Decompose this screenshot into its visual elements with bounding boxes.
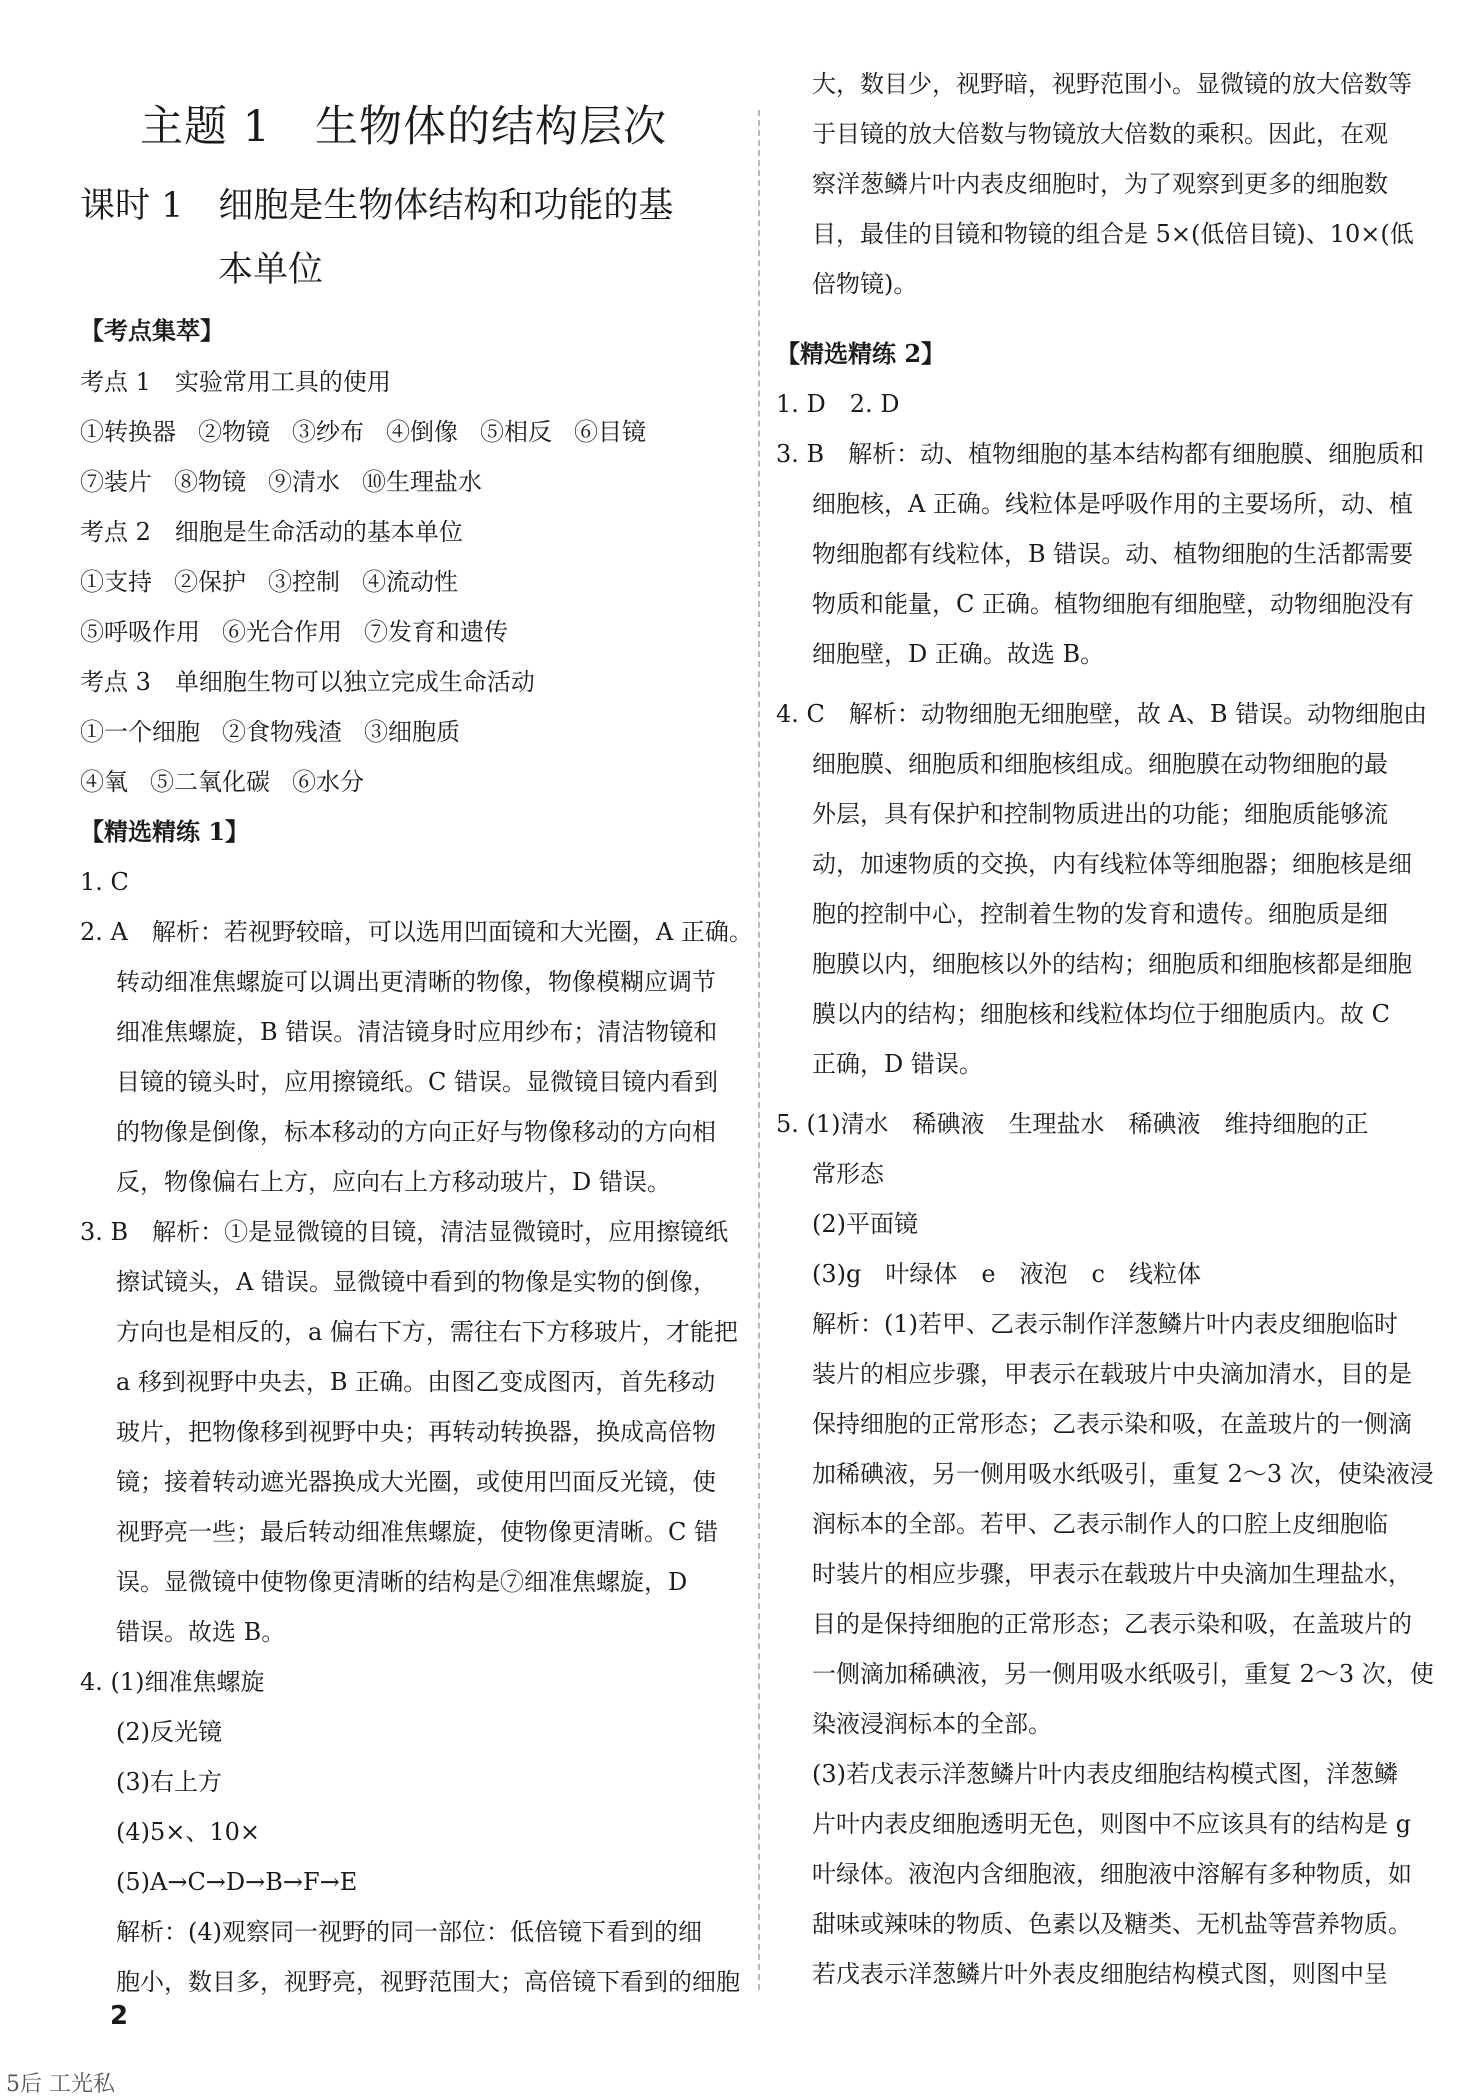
p1-q4-line: (4)5×、10× xyxy=(116,1818,261,1846)
section-heading-focus: 【考点集萃】 xyxy=(80,316,224,345)
p1-q3-line: 错误。故选 B。 xyxy=(116,1618,286,1646)
kp1-answers-row1 xyxy=(80,414,756,450)
answer-item: ②保护 xyxy=(174,568,246,596)
answer-item: ③细胞质 xyxy=(364,718,460,746)
p2-q4-line: 胞的控制中心，控制着生物的发育和遗传。细胞质是细 xyxy=(812,900,1388,928)
answer-item: ④流动性 xyxy=(362,568,458,596)
answer-item: ⑦装片 xyxy=(80,468,152,496)
answer-item: ⑥光合作用 xyxy=(222,618,342,646)
section-heading-practice2: 【精选精练 2】 xyxy=(776,339,946,368)
p1-q4-line: 解析：(4)观察同一视野的同一部位：低倍镜下看到的细 xyxy=(116,1918,702,1946)
p2-q3-line: 细胞壁，D 正确。故选 B。 xyxy=(812,640,1105,668)
p2-q4-line: 细胞膜、细胞质和细胞核组成。细胞膜在动物细胞的最 xyxy=(812,750,1388,778)
p2-q5-line: (3)g 叶绿体 e 液泡 c 线粒体 xyxy=(812,1260,1202,1288)
p2-q5-line: 甜味或辣味的物质、色素以及糖类、无机盐等营养物质。 xyxy=(812,1910,1412,1938)
answer-item: ③纱布 xyxy=(292,418,364,446)
answer-item: ①一个细胞 xyxy=(80,718,200,746)
p1-q3-line: 视野亮一些；最后转动细准焦螺旋，使物像更清晰。C 错 xyxy=(116,1518,718,1546)
right-cont-line: 于目镜的放大倍数与物镜放大倍数的乘积。因此，在观 xyxy=(812,120,1388,148)
p1-q1: 1. C xyxy=(80,868,129,896)
p1-q3-line: 擦试镜头，A 错误。显微镜中看到的物像是实物的倒像， xyxy=(116,1268,717,1296)
answer-item: ⑧物镜 xyxy=(174,468,246,496)
answer-item: ⑤呼吸作用 xyxy=(80,618,200,646)
p2-q5-line: 染液浸润标本的全部。 xyxy=(812,1710,1052,1738)
p2-q4-line: 外层，具有保护和控制物质进出的功能；细胞质能够流 xyxy=(812,800,1388,828)
bottom-edge-text: 5后 工光私 xyxy=(6,2072,115,2097)
p2-q4-line: 胞膜以内，细胞核以外的结构；细胞质和细胞核都是细胞 xyxy=(812,950,1412,978)
section-heading-practice1: 【精选精练 1】 xyxy=(80,817,250,846)
right-cont-line: 目，最佳的目镜和物镜的组合是 5×(低倍目镜)、10×(低 xyxy=(812,220,1414,248)
p2-q3-line: 3. B 解析：动、植物细胞的基本结构都有细胞膜、细胞质和 xyxy=(776,440,1425,468)
page-number: 2 xyxy=(110,2001,129,2031)
p1-q3-line: 镜；接着转动遮光器换成大光圈，或使用凹面反光镜，使 xyxy=(116,1468,716,1496)
p2-q4-line: 膜以内的结构；细胞核和线粒体均位于细胞质内。故 C xyxy=(812,1000,1390,1028)
p2-q5-line: 目的是保持细胞的正常形态；乙表示染和吸，在盖玻片的 xyxy=(812,1610,1412,1638)
p2-q4-line: 动，加速物质的交换，内有线粒体等细胞器；细胞核是细 xyxy=(812,850,1412,878)
p1-q4-line: 胞小，数目多，视野亮，视野范围大；高倍镜下看到的细胞 xyxy=(116,1968,740,1996)
p2-q5-line: (3)若戊表示洋葱鳞片叶内表皮细胞结构模式图，洋葱鳞 xyxy=(812,1760,1398,1788)
p2-q5-line: 片叶内表皮细胞透明无色，则图中不应该具有的结构是 g xyxy=(812,1810,1411,1838)
kp3-answers-row2 xyxy=(80,764,756,800)
p2-q5-line: 常形态 xyxy=(812,1160,884,1188)
p1-q2-line: 转动细准焦螺旋可以调出更清晰的物像，物像模糊应调节 xyxy=(116,968,716,996)
kp2-title: 考点 2 细胞是生命活动的基本单位 xyxy=(80,518,463,546)
right-cont-line: 大，数目少，视野暗，视野范围小。显微镜的放大倍数等 xyxy=(812,70,1412,98)
p2-q5-line: 若戊表示洋葱鳞片叶外表皮细胞结构模式图，则图中呈 xyxy=(812,1960,1388,1988)
p1-q4-line: (2)反光镜 xyxy=(116,1718,222,1746)
answer-item: ④倒像 xyxy=(386,418,458,446)
p2-q5-line: 保持细胞的正常形态；乙表示染和吸，在盖玻片的一侧滴 xyxy=(812,1410,1412,1438)
topic-title: 主题 1 生物体的结构层次 xyxy=(140,102,668,152)
p1-q2-line: 的物像是倒像，标本移动的方向正好与物像移动的方向相 xyxy=(116,1118,716,1146)
p2-q3-line: 物质和能量，C 正确。植物细胞有细胞壁，动物细胞没有 xyxy=(812,590,1414,618)
column-divider xyxy=(758,110,760,1990)
answer-item: ③控制 xyxy=(268,568,340,596)
answer-item: ①支持 xyxy=(80,568,152,596)
p1-q3-line: a 移到视野中央去，B 正确。由图乙变成图丙，首先移动 xyxy=(116,1368,716,1396)
p2-q5-line: 时装片的相应步骤，甲表示在载玻片中央滴加生理盐水， xyxy=(812,1560,1412,1588)
p1-q3-line: 误。显微镜中使物像更清晰的结构是⑦细准焦螺旋，D xyxy=(116,1568,688,1596)
right-cont-line: 倍物镜)。 xyxy=(812,270,918,298)
right-cont-line: 察洋葱鳞片叶内表皮细胞时，为了观察到更多的细胞数 xyxy=(812,170,1388,198)
lesson-title: 课时 1 细胞是生物体结构和功能的基 xyxy=(80,186,674,226)
kp2-answers-row1 xyxy=(80,564,756,600)
p1-q3-line: 玻片，把物像移到视野中央；再转动转换器，换成高倍物 xyxy=(116,1418,716,1446)
p2-q5-line: 叶绿体。液泡内含细胞液，细胞液中溶解有多种物质，如 xyxy=(812,1860,1412,1888)
p2-q5-line: 加稀碘液，另一侧用吸水纸吸引，重复 2～3 次，使染液浸 xyxy=(812,1460,1434,1488)
p1-q2-line: 2. A 解析：若视野较暗，可以选用凹面镜和大光圈，A 正确。 xyxy=(80,918,753,946)
answer-item: ②物镜 xyxy=(198,418,270,446)
p2-q5-line: (2)平面镜 xyxy=(812,1210,918,1238)
answer-item: ⑤相反 xyxy=(480,418,552,446)
p2-q3-line: 物细胞都有线粒体，B 错误。动、植物细胞的生活都需要 xyxy=(812,540,1414,568)
p2-q5-line: 润标本的全部。若甲、乙表示制作人的口腔上皮细胞临 xyxy=(812,1510,1388,1538)
p1-q2-line: 细准焦螺旋，B 错误。清洁镜身时应用纱布；清洁物镜和 xyxy=(116,1018,718,1046)
p1-q3-line: 3. B 解析：①是显微镜的目镜，清洁显微镜时，应用擦镜纸 xyxy=(80,1218,729,1246)
lesson-title-cont: 本单位 xyxy=(218,250,324,290)
kp1-answers-row2 xyxy=(80,464,756,500)
kp2-answers-row2 xyxy=(80,614,756,650)
p2-q5-line: 装片的相应步骤，甲表示在载玻片中央滴加清水，目的是 xyxy=(812,1360,1412,1388)
answer-item: ⑦发育和遗传 xyxy=(364,618,508,646)
p2-q5-line: 一侧滴加稀碘液，另一侧用吸水纸吸引，重复 2～3 次，使 xyxy=(812,1660,1434,1688)
answer-item: ①转换器 xyxy=(80,418,176,446)
p2-q3-line: 细胞核，A 正确。线粒体是呼吸作用的主要场所，动、植 xyxy=(812,490,1413,518)
p1-q4-line: (3)右上方 xyxy=(116,1768,222,1796)
p1-q4-line: (5)A→C→D→B→F→E xyxy=(116,1868,358,1896)
answer-item: ⑨清水 xyxy=(268,468,340,496)
kp3-title: 考点 3 单细胞生物可以独立完成生命活动 xyxy=(80,668,535,696)
answer-item: ④氧 xyxy=(80,768,128,796)
answer-item: ②食物残渣 xyxy=(222,718,342,746)
p2-q5-line: 解析：(1)若甲、乙表示制作洋葱鳞片叶内表皮细胞临时 xyxy=(812,1310,1398,1338)
p1-q4-line: 4. (1)细准焦螺旋 xyxy=(80,1668,265,1696)
p2-q5-line: 5. (1)清水 稀碘液 生理盐水 稀碘液 维持细胞的正 xyxy=(776,1110,1369,1138)
p1-q2-line: 反，物像偏右上方，应向右上方移动玻片，D 错误。 xyxy=(116,1168,671,1196)
p2-q12: 1. D 2. D xyxy=(776,390,900,418)
answer-item: ⑥水分 xyxy=(292,768,364,796)
p1-q2-line: 目镜的镜头时，应用擦镜纸。C 错误。显微镜目镜内看到 xyxy=(116,1068,718,1096)
p1-q3-line: 方向也是相反的，a 偏右下方，需往右下方移玻片，才能把 xyxy=(116,1318,738,1346)
kp1-title: 考点 1 实验常用工具的使用 xyxy=(80,368,391,396)
answer-item: ⑥目镜 xyxy=(574,418,646,446)
p2-q4-line: 4. C 解析：动物细胞无细胞壁，故 A、B 错误。动物细胞由 xyxy=(776,700,1428,728)
answer-item: ⑩生理盐水 xyxy=(362,468,482,496)
p2-q4-line: 正确，D 错误。 xyxy=(812,1050,983,1078)
kp3-answers-row1 xyxy=(80,714,756,750)
answer-item: ⑤二氧化碳 xyxy=(150,768,270,796)
